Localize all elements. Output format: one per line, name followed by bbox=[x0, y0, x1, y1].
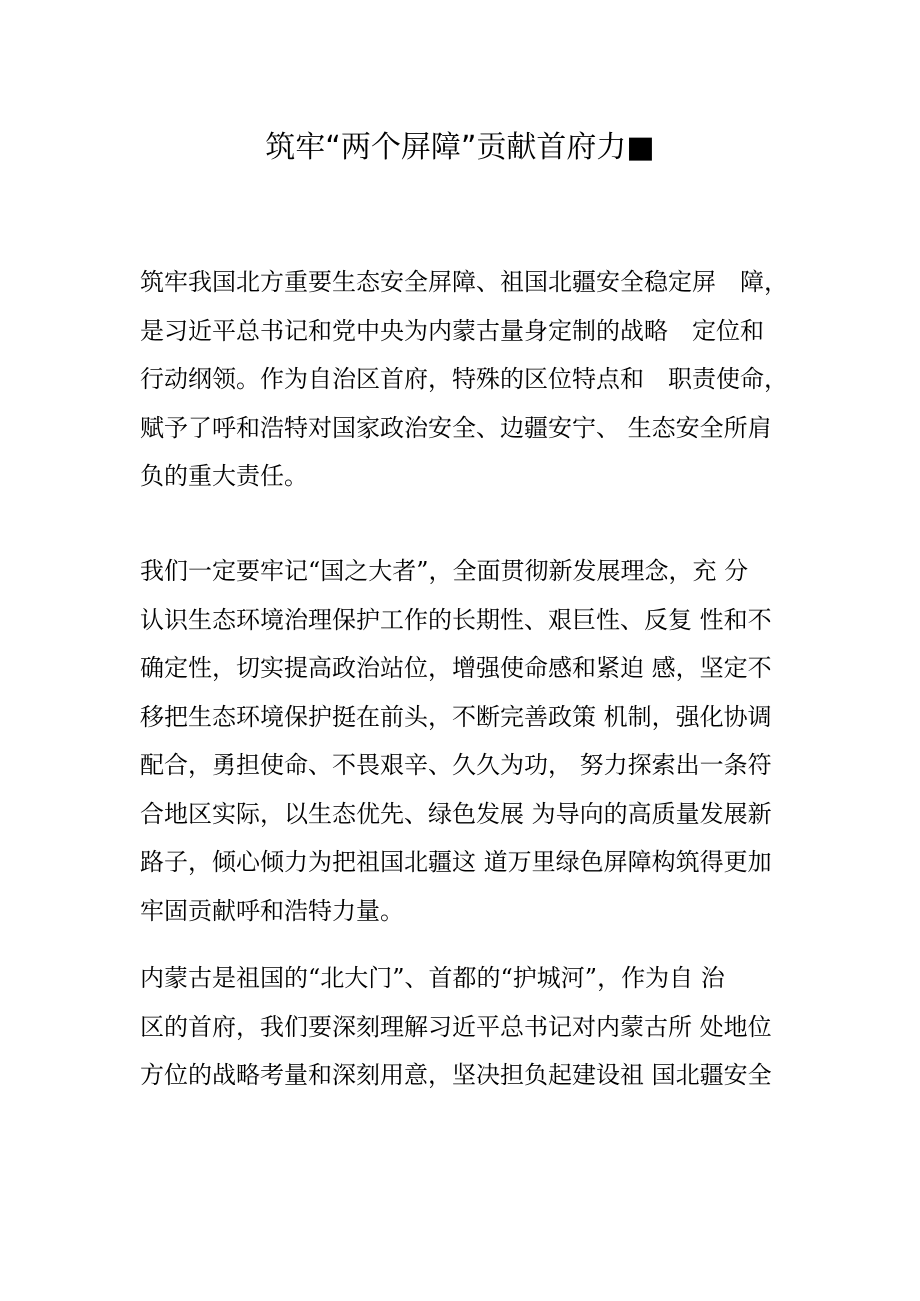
paragraph-line: 方位的战略考量和深刻用意，坚决担负起建设祖 国北疆安全 bbox=[140, 1061, 772, 1089]
paragraph-1 bbox=[140, 258, 790, 501]
document-title: 筑牢“两个屏障”贡献首府力■ bbox=[265, 130, 655, 165]
paragraph-line: 合地区实际，以生态优先、绿色发展 为导向的高质量发展新 bbox=[140, 799, 772, 828]
paragraph-line: 认识生态环境治理保护工作的长期性、艰巨性、反复 性和不 bbox=[140, 605, 772, 634]
paragraph-line: 筑牢我国北方重要生态安全屏障、祖国北疆安全稳定屏 障， bbox=[140, 268, 788, 296]
paragraph-line: 是习近平总书记和党中央为内蒙古量身定制的战略 定位和 bbox=[140, 316, 764, 345]
paragraph-line: 区的首府，我们要深刻理解习近平总书记对内蒙古所 处地位 bbox=[140, 1012, 772, 1041]
paragraph-3 bbox=[140, 954, 790, 1100]
paragraph-2 bbox=[140, 547, 790, 935]
paragraph-line: 确定性，切实提高政治站位，增强使命感和紧迫 感，坚定不 bbox=[140, 654, 772, 682]
paragraph-line: 行动纲领。作为自治区首府，特殊的区位特点和 职责使命， bbox=[140, 365, 788, 393]
paragraph-line: 牢固贡献呼和浩特力量。 bbox=[140, 896, 404, 925]
paragraph-line: 内蒙古是祖国的“北大门”、首都的“护城河”，作为自 治 bbox=[140, 964, 725, 992]
paragraph-line: 配合，勇担使命、不畏艰辛、久久为功， 努力探索出一条符 bbox=[140, 751, 772, 779]
paragraph-line: 我们一定要牢记“国之大者”，全面贯彻新发展理念，充 分 bbox=[140, 557, 749, 585]
paragraph-line: 赋予了呼和浩特对国家政治安全、边疆安宁、 生态安全所肩 bbox=[140, 413, 772, 442]
paragraph-line: 负的重大责任。 bbox=[140, 462, 308, 490]
paragraph-line: 路子，倾心倾力为把祖国北疆这 道万里绿色屏障构筑得更加 bbox=[140, 848, 772, 876]
paragraph-line: 移把生态环境保护挺在前头，不断完善政策 机制，强化协调 bbox=[140, 702, 772, 731]
